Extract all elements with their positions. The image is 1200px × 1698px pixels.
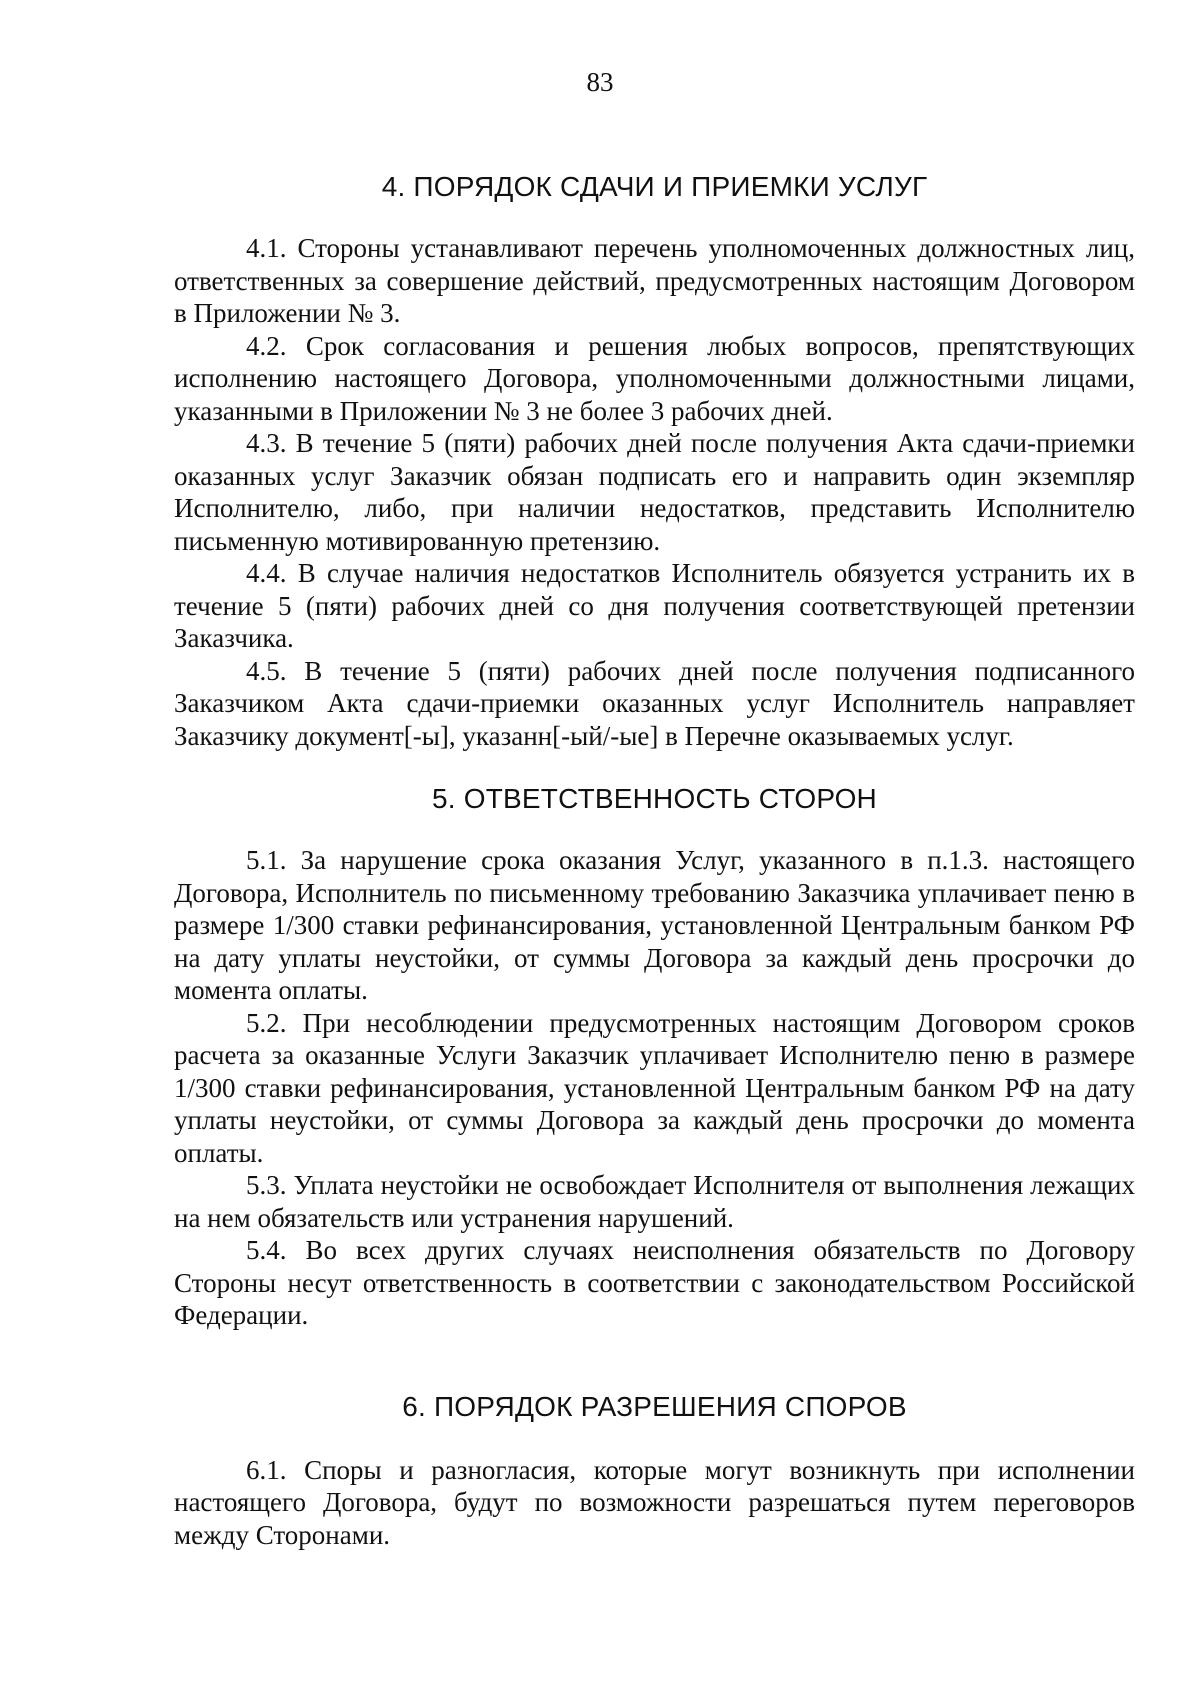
clause-5-2: 5.2. При несоблюдении предусмотренных настоящим Договором сроков расчета за оказанные Услуги Заказчик уплачивает Исполнителю пеню в размере 1/300 ставки рефинансирования, установленной Центральным банком РФ на дату уплаты неустойки, от суммы Договора за каждый день просрочки до момента оплаты. bbox=[174, 1007, 1135, 1168]
page-number: 83 bbox=[586, 67, 614, 97]
clause-5-4: 5.4. Во всех других случаях неисполнения обязательств по Договору Стороны несут ответственность в соответствии с законодательством Российской Федерации. bbox=[174, 1235, 1135, 1330]
section-heading-4: 4. ПОРЯДОК СДАЧИ И ПРИЕМКИ УСЛУГ bbox=[381, 171, 928, 202]
section-heading-5: 5. ОТВЕТСТВЕННОСТЬ СТОРОН bbox=[432, 783, 877, 814]
clause-4-5: 4.5. В течение 5 (пяти) рабочих дней после получения подписанного Заказчиком Акта сдачи-приемки оказанных услуг Исполнитель направляет Заказчику документ[-ы], указанн[-ый/-ые] в Перечне оказываемых услуг. bbox=[174, 655, 1135, 751]
clause-6-1: 6.1. Споры и разногласия, которые могут возникнуть при исполнении настоящего Договора, будут по возможности разрешаться путем переговоров между Сторонами. bbox=[174, 1454, 1135, 1550]
clause-4-3: 4.3. В течение 5 (пяти) рабочих дней после получения Акта сдачи-приемки оказанных услуг Заказчик обязан подписать его и направить один экземпляр Исполнителю, либо, при наличии недостатков, представить Исполнителю письменную мотивированную претензию. bbox=[174, 428, 1135, 556]
clause-5-3: 5.3. Уплата неустойки не освобождает Исполнителя от выполнения лежащих на нем обязательств или устранения нарушений. bbox=[174, 1170, 1135, 1233]
clause-4-4: 4.4. В случае наличия недостатков Исполнитель обязуется устранить их в течение 5 (пяти) рабочих дней со дня получения соответствующей претензии Заказчика. bbox=[174, 558, 1135, 653]
clause-4-1: 4.1. Стороны устанавливают перечень уполномоченных должностных лиц, ответственных за совершение действий, предусмотренных настоящим Договором в Приложении № 3. bbox=[174, 233, 1135, 328]
clause-4-2: 4.2. Срок согласования и решения любых вопросов, препятствующих исполнению настоящего Договора, уполномоченными должностными лицами, указанными в Приложении № 3 не более 3 рабочих дней. bbox=[174, 330, 1135, 426]
section-heading-6: 6. ПОРЯДОК РАЗРЕШЕНИЯ СПОРОВ bbox=[402, 1390, 907, 1422]
document-body bbox=[174, 170, 1135, 1551]
clause-5-1: 5.1. За нарушение срока оказания Услуг, указанного в п.1.3. настоящего Договора, Исполнитель по письменному требованию Заказчика уплачивает пеню в размере 1/300 ставки рефинансирования, установленной Центральным банком РФ на дату уплаты неустойки, от суммы Договора за каждый день просрочки до момента оплаты. bbox=[174, 845, 1135, 1005]
